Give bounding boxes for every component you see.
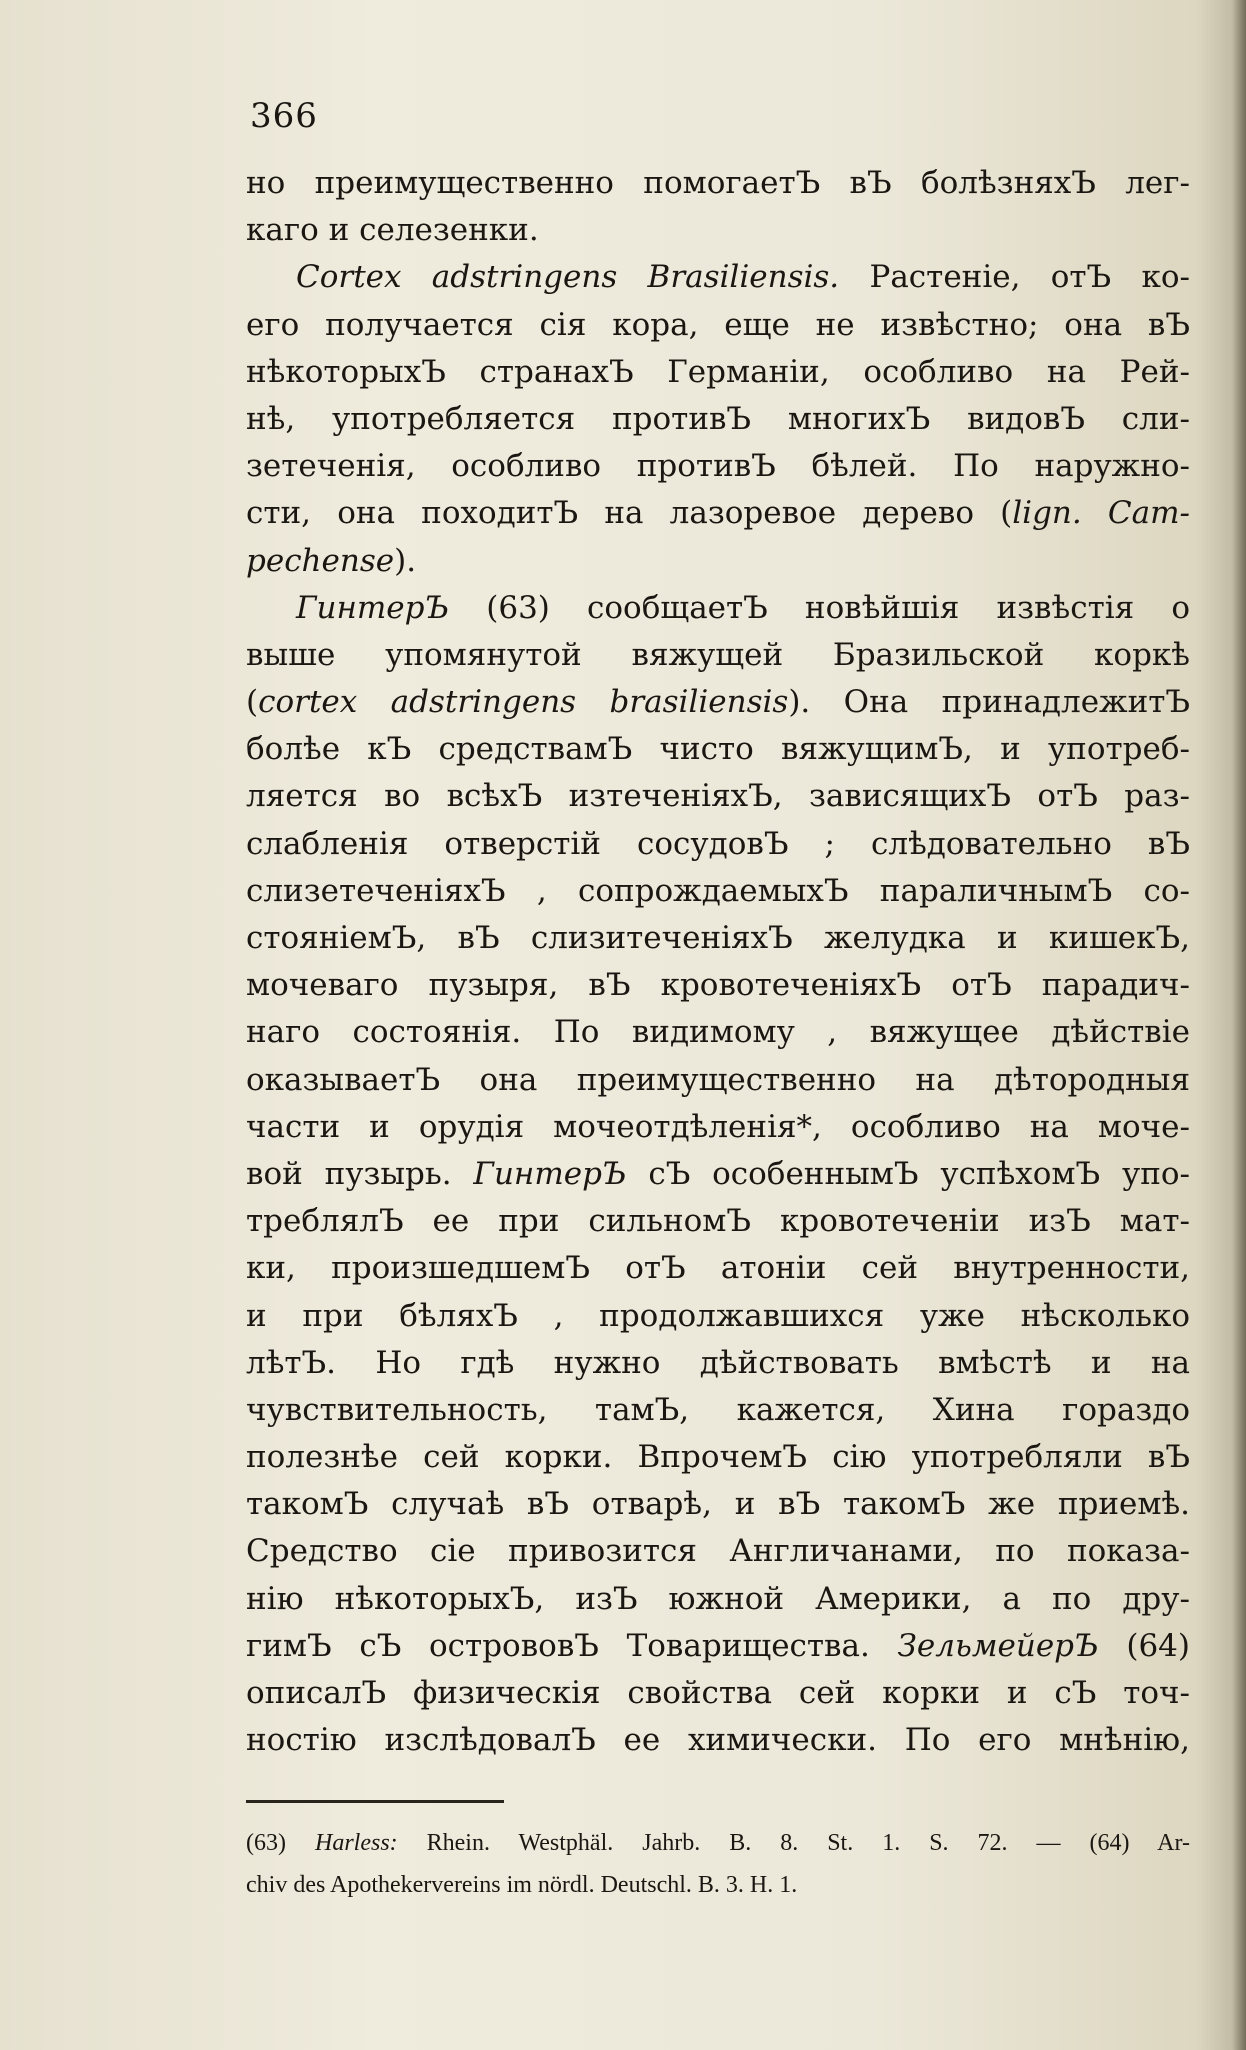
text-line: ностію изслѣдовалЪ ее химически. По его мнѣнію, bbox=[246, 1722, 1190, 1759]
author-name: Harless: bbox=[314, 1830, 398, 1856]
text-line: но преимущественно помогаетЪ вЪ болѣзняхЪ лег- bbox=[246, 165, 1190, 201]
text-line: выше упомянутой вяжущей Бразильской коркѣ bbox=[246, 636, 1190, 673]
text-line bbox=[246, 585, 1190, 632]
text-line: его получается сія кора, еще не извѣстно; она вЪ bbox=[246, 306, 1190, 343]
text-line bbox=[246, 538, 1190, 585]
footnote-line bbox=[246, 1822, 1190, 1864]
text-fragment: сЪ особеннымЪ успѣхомЪ упо- bbox=[626, 1155, 1190, 1192]
text-line: лѣтЪ. Но гдѣ нужно дѣйствовать вмѣстѣ и на bbox=[246, 1344, 1190, 1381]
text-line: нѣкоторыхЪ странахЪ Германіи, особливо на Рей- bbox=[246, 353, 1190, 390]
text-line: мочеваго пузыря, вЪ кровотеченіяхЪ отЪ парадич- bbox=[246, 967, 1190, 1004]
text-fragment: (64) bbox=[1098, 1627, 1190, 1664]
text-line bbox=[246, 254, 1190, 301]
latin-term: pechense bbox=[246, 542, 395, 579]
author-name: ГинтерЪ bbox=[473, 1155, 627, 1192]
text-fragment: (63) bbox=[246, 1830, 315, 1856]
footnote-line: chiv des Apothekervereins im nördl. Deutschl. B. 3. H. 1. bbox=[246, 1872, 798, 1898]
text-line: нію нѣкоторыхЪ, изЪ южной Америки, а по дру- bbox=[246, 1580, 1190, 1617]
text-line: стояніемЪ, вЪ слизитеченіяхЪ желудка и кишекЪ, bbox=[246, 920, 1190, 956]
text-fragment: ( bbox=[246, 684, 259, 721]
text-fragment: гимЪ сЪ острововЪ Товарищества. bbox=[246, 1627, 898, 1664]
text-line: описалЪ физическія свойства сей корки и сЪ точ- bbox=[246, 1675, 1190, 1711]
latin-term: lign. Cam- bbox=[1012, 495, 1190, 532]
text-line bbox=[246, 490, 1190, 537]
text-fragment: Растеніе, отЪ ко- bbox=[839, 259, 1190, 296]
text-line: слабленія отверстій сосудовЪ ; слѣдовательно вЪ bbox=[246, 825, 1190, 862]
text-line: слизетеченіяхЪ , сопрождаемыхЪ параличнымЪ со- bbox=[246, 872, 1190, 909]
text-line: Средство сіе привозится Англичанами, по показа- bbox=[246, 1533, 1190, 1570]
text-fragment: ). Она принадлежитЪ bbox=[788, 684, 1191, 721]
text-line: оказываетЪ она преимущественно на дѣтородныя bbox=[246, 1061, 1190, 1098]
text-line: наго состоянія. По видимому , вяжущее дѣйствіе bbox=[246, 1014, 1190, 1051]
text-line: болѣе кЪ средствамЪ чисто вяжущимЪ, и употреб- bbox=[246, 731, 1190, 768]
body-text bbox=[246, 160, 1190, 1764]
text-line: ляется во всѣхЪ изтеченіяхЪ, зависящихЪ отЪ раз- bbox=[246, 778, 1190, 815]
text-line bbox=[246, 1151, 1190, 1198]
text-fragment: вой пузырь. bbox=[246, 1155, 474, 1192]
text-fragment: Rhein. Westphäl. Jahrb. B. 8. St. 1. S. 72. — (64) Ar- bbox=[397, 1830, 1190, 1856]
text-line bbox=[246, 1623, 1190, 1670]
text-fragment: (63) сообщаетЪ новѣйшія извѣстія о bbox=[449, 589, 1190, 626]
latin-term: Cortex adstringens Brasiliensis. bbox=[296, 259, 840, 296]
page-number: 366 bbox=[250, 96, 318, 136]
book-spine-shadow bbox=[1232, 0, 1246, 2050]
text-line: полезнѣе сей корки. ВпрочемЪ сію употребляли вЪ bbox=[246, 1439, 1190, 1476]
text-line: каго и селезенки. bbox=[246, 212, 539, 249]
text-line: такомЪ случаѣ вЪ отварѣ, и вЪ такомЪ же приемѣ. bbox=[246, 1486, 1190, 1523]
text-line: и при бѣляхЪ , продолжавшихся уже нѣсколько bbox=[246, 1297, 1190, 1334]
text-line bbox=[246, 679, 1190, 726]
latin-term: cortex adstringens brasiliensis bbox=[258, 684, 789, 721]
text-line: зетеченія, особливо противЪ бѣлей. По наружно- bbox=[246, 448, 1190, 485]
text-fragment: ). bbox=[394, 542, 417, 579]
author-name: ГинтерЪ bbox=[296, 589, 450, 626]
footnote-rule bbox=[246, 1800, 504, 1803]
text-line: части и орудія мочеотдѣленія*, особливо на моче- bbox=[246, 1108, 1190, 1145]
text-line: ки, произшедшемЪ отЪ атоніи сей внутренности, bbox=[246, 1250, 1190, 1287]
text-line: треблялЪ ее при сильномЪ кровотеченіи изЪ мат- bbox=[246, 1203, 1190, 1240]
text-line: нѣ, употребляется противЪ многихЪ видовЪ сли- bbox=[246, 400, 1190, 437]
footnotes bbox=[246, 1822, 1190, 1906]
author-name: ЗельмейерЪ bbox=[897, 1627, 1099, 1664]
text-fragment: сти, она походитЪ на лазоревое дерево ( bbox=[246, 495, 1013, 532]
text-line: чувствительность, тамЪ, кажется, Хина гораздо bbox=[246, 1391, 1190, 1428]
